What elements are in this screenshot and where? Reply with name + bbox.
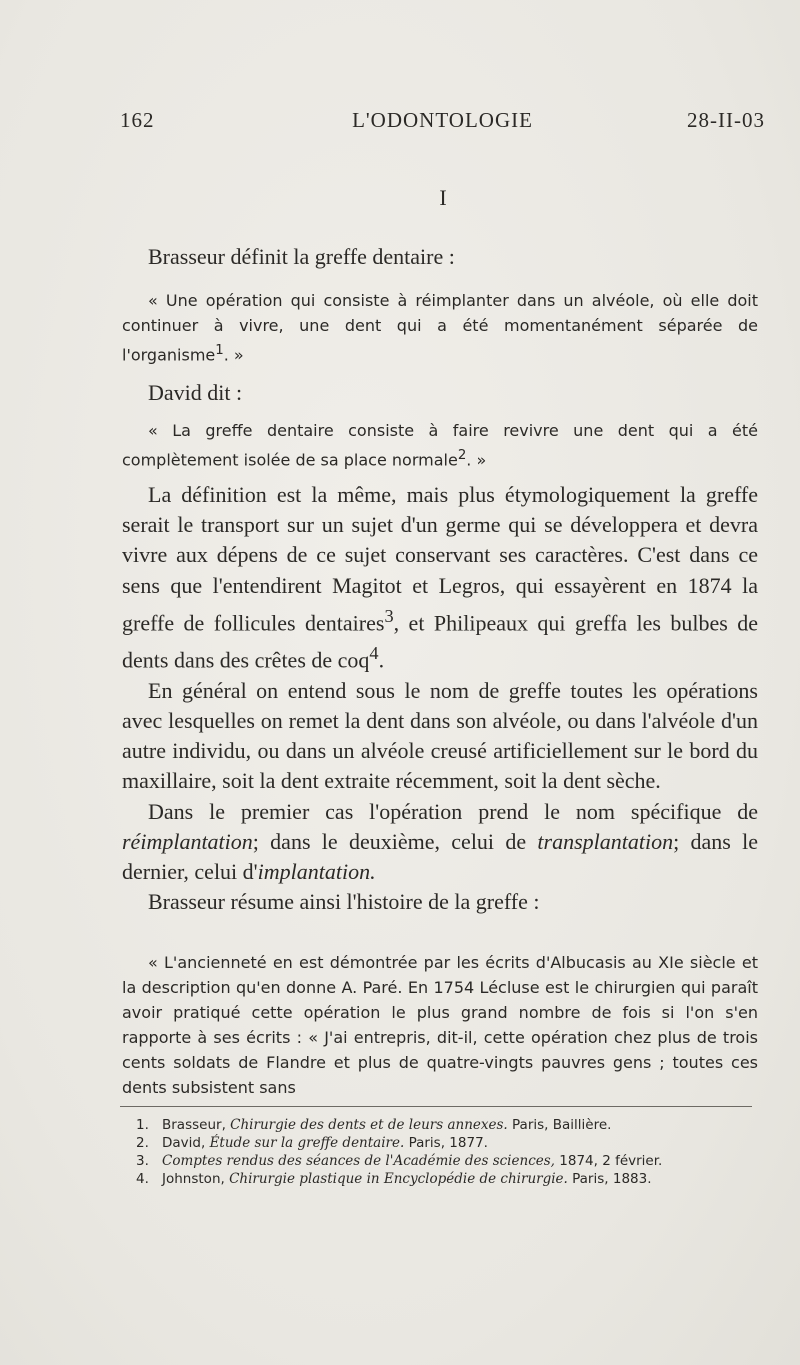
- issue-date: 28-II-03: [687, 108, 765, 132]
- footnotes: [136, 1116, 756, 1188]
- main-text: [122, 480, 758, 918]
- running-header: [120, 108, 765, 136]
- footnote-ref: 4: [369, 643, 379, 664]
- paragraph-brasseur-definition: Brasseur définit la greffe dentaire :: [148, 244, 455, 269]
- footnote-ref: 3: [384, 605, 394, 626]
- running-title: L'ODONTOLOGIE: [352, 108, 533, 132]
- quote-david: « La greffe dentaire consiste à faire revivre une dent qui a été complètement isolée de sa place normale$^2$. »: [122, 421, 758, 470]
- paragraph-history: Brasseur résume ainsi l'histoire de la greffe :: [148, 889, 540, 915]
- footnote-ref: 1: [215, 343, 224, 358]
- term-transplantation: transplantation: [537, 828, 674, 854]
- term-reimplantation: réimplantation: [122, 828, 253, 854]
- section-number: I: [439, 185, 447, 210]
- footnote-rule: [120, 1106, 752, 1107]
- footnote-1: 1. Brasseur, Chirurgie des dents et de leurs annexes. Paris, Baillière.: [136, 1117, 612, 1133]
- footnote-2: 2. David, Étude sur la greffe dentaire. Paris, 1877.: [136, 1135, 488, 1151]
- paragraph-terms: Dans le premier cas l'opération prend le nom spécifique de réimplantation; dans le deuxième, celui de transplantation; dans le dernier, celui d'implantation.: [122, 798, 758, 885]
- paragraph-david: David dit :: [148, 380, 243, 405]
- term-implantation: implantation.: [257, 859, 376, 885]
- paragraph-general: En général on entend sous le nom de greffe toutes les opérations avec lesquelles on remet la dent dans son alvéole, ou dans l'alvéole d'un autre individu, ou dans un alvéole creusé artificiellement sur le bord du maxillaire, soit la dent extraite récemment, soit la dent sèche.: [122, 677, 758, 794]
- footnote-ref: 2: [457, 448, 467, 463]
- paragraph-definition: La définition est la même, mais plus étymologiquement la greffe serait le transport sur un sujet d'un germe qui se développera et devra vivre aux dépens de ce sujet conservant ses caractères. C'est dans ce sens que l'entendirent Magitot et Legros, qui essayèrent en 1874 la greffe de follicules dentaires$^3$, et Philipeaux qui greffa les bulbes de dents dans des crêtes de coq$^4$.: [122, 482, 758, 673]
- footnote-3: 3. Comptes rendus des séances de l'Académie des sciences, 1874, 2 février.: [136, 1153, 663, 1169]
- quote-history: « L'ancienneté en est démontrée par les écrits d'Albucasis au XIe siècle et la description qu'en donne A. Paré. En 1754 Lécluse est le chirurgien qui paraît avoir pratiqué cette opération le plus grand nombre de fois si l'on s'en rapporte à ses écrits : « J'ai entrepris, dit-il, cette opération chez plus de trois cents soldats de Flandre et plus de quatre-vingts pauvres gens ; toutes ces dents subsistent sans: [122, 953, 758, 1097]
- page-number: 162: [120, 108, 155, 132]
- quote-brasseur: « Une opération qui consiste à réimplanter dans un alvéole, où elle doit continuer à vivre, une dent qui a été momentanément séparée de l'organisme$^1$. »: [122, 291, 758, 365]
- footnote-4: 4. Johnston, Chirurgie plastique in Encyclopédie de chirurgie. Paris, 1883.: [136, 1171, 652, 1187]
